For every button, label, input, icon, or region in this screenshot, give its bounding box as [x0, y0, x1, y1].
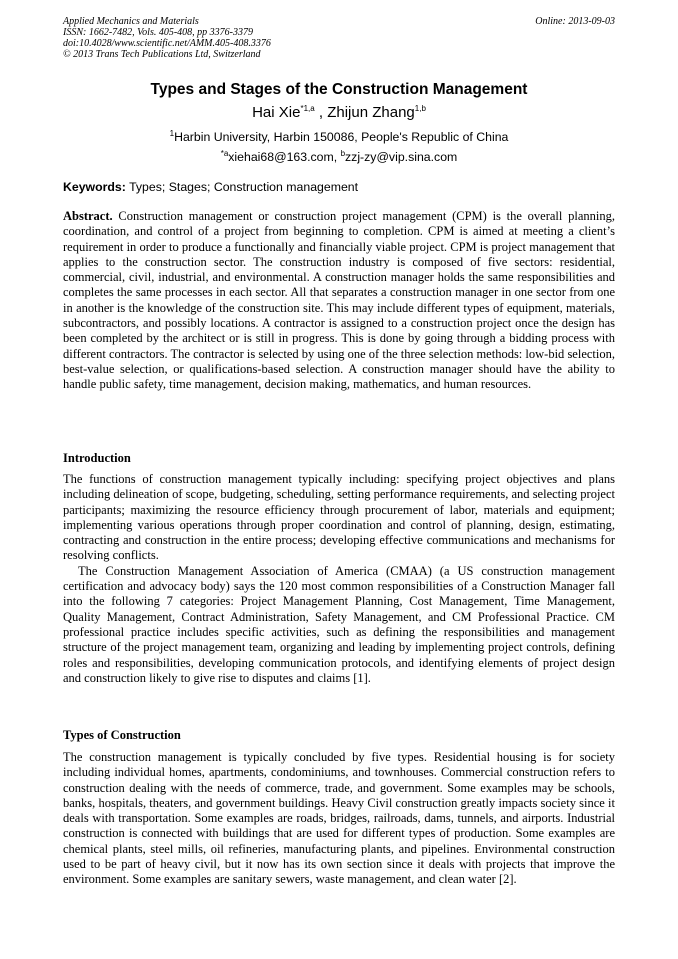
- abstract-text: Construction management or construction project management (CPM) is the overall planning, coordination, and control of a project from beginning to completion. CPM is aimed at meeting a client’s requirement in order to produce a functionally and financially viable project. CPM is project management that applies to the construction sector. The construction industry is composed of five sectors: residential, commercial, civil, industrial, and environmental. A construction manager holds the same responsibilities and completes the same processes in each sector. All that separates a construction manager in one sector from one in another is the knowledge of the construction site. This may include different types of equipment, materials, subcontractors, and possibly locations. A contractor is assigned to a construction project once the design has been completed by the architect or is still in progress. This is done by going through a bidding process with different contractors. The contractor is selected by using one of the three selection methods: low-bid selection, best-value selection, or qualifications-based selection. A construction manager should have the ability to handle public safety, time management, decision making, mathematics, and human resources.: [63, 209, 615, 392]
- affiliation-marker: 1: [169, 128, 175, 138]
- introduction-heading: Introduction: [63, 451, 131, 465]
- author-2: Zhijun Zhang: [327, 104, 415, 121]
- author-1: Hai Xie: [252, 104, 301, 121]
- email-b: zzj-zy@vip.sina.com: [345, 150, 458, 164]
- types-section: [63, 750, 615, 888]
- author-line: [0, 104, 678, 121]
- email-b-marker: b: [340, 148, 346, 158]
- keywords: [63, 180, 615, 194]
- running-header: [63, 16, 271, 60]
- introduction-paragraph-2: The Construction Management Association of America (CMAA) (a US construction management certification and advocacy body) says the 120 most common responsibilities of a Construction Manager fall into the following 7 categories: Project Management Planning, Cost Management, Time Management, Quality Management, Contract Administration, Safety Management, and CM Professional Practice. CM professional practice includes specific activities, such as defining the responsibilities and management structure of the project management team, organizing and leading by implementing project controls, defining roles and responsibilities, developing communication protocols, and identifying elements of project design and construction likely to give rise to disputes and claims [1].: [63, 563, 615, 685]
- online-date: Online: 2013-09-03: [535, 16, 615, 27]
- types-heading: Types of Construction: [63, 728, 181, 742]
- email-line: [0, 150, 678, 164]
- affiliation: [0, 130, 678, 144]
- doi-line: doi:10.4028/www.scientific.net/AMM.405-408.3376: [63, 38, 271, 49]
- introduction-paragraph-1: The functions of construction management typically including: specifying project objectives and plans including delineation of scope, budgeting, scheduling, setting performance requirements, and selecting project participants; maximizing the resource efficiency through procurement of labor, materials and equipment; implementing various operations through proper coordination and control of planning, design, estimating, contracting and construction in the entire process; developing effective communications and mechanisms for resolving conflicts.: [63, 472, 615, 563]
- types-paragraph-1: The construction management is typically concluded by five types. Residential housing is for society including individual homes, apartments, condominiums, and townhouses. Commercial construction refers to construction dealing with the needs of commerce, trade, and government. Some examples may be schools, banks, hospitals, theaters, and government buildings. Heavy Civil construction greatly impacts society since it deals with transportation. Some examples are roads, bridges, railroads, dams, tunnels, and airports. Industrial construction is connected with buildings that are used for different types of production. Some examples are chemical plants, steel mills, oil refineries, manufacturing plants, and pipelines. Environmental construction used to be part of heavy civil, but it now has its own section since it deals with projects that improve the environment. Some examples are sanitary sewers, waste management, and clean water [2].: [63, 750, 615, 887]
- abstract: [63, 209, 615, 393]
- author-2-affiliation: 1,b: [414, 104, 426, 113]
- keywords-text: Types; Stages; Construction management: [125, 180, 359, 194]
- paper-title: Types and Stages of the Construction Management: [150, 81, 528, 98]
- issn-line: ISSN: 1662-7482, Vols. 405-408, pp 3376-3379: [63, 27, 253, 38]
- email-a-marker: *a: [220, 148, 229, 158]
- journal-name: Applied Mechanics and Materials: [63, 16, 199, 27]
- abstract-label: Abstract.: [63, 209, 113, 223]
- author-separator: ,: [314, 104, 328, 121]
- introduction-section: [63, 472, 615, 686]
- copyright-line: © 2013 Trans Tech Publications Ltd, Switzerland: [63, 49, 261, 60]
- author-1-affiliation: *1,a: [300, 104, 315, 113]
- email-a: xiehai68@163.com,: [228, 150, 341, 164]
- keywords-label: Keywords:: [63, 180, 126, 194]
- affiliation-text: Harbin University, Harbin 150086, People's Republic of China: [174, 130, 509, 144]
